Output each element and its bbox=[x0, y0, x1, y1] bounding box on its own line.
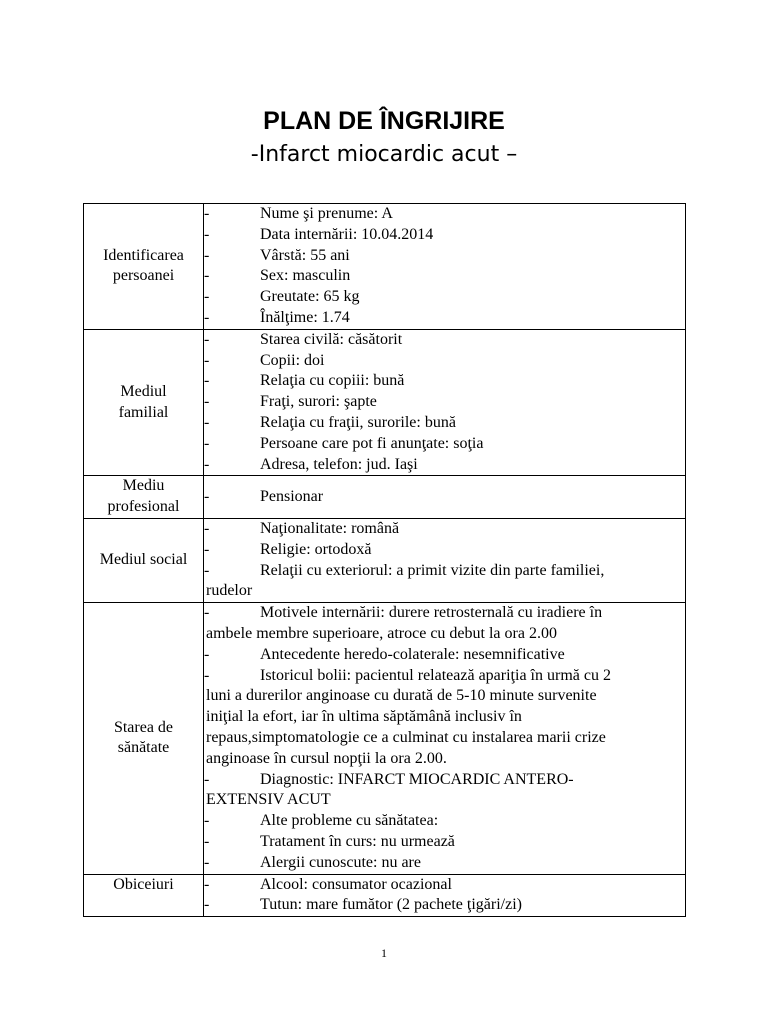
bullet-dash: - bbox=[204, 351, 210, 369]
list-item-continuation: luni a durerilor anginoase cu durată de 5-10 minute survenite bbox=[206, 687, 597, 705]
list-item-continuation: anginoase în cursul nopţii la ora 2.00. bbox=[206, 749, 447, 767]
bullet-dash: - bbox=[204, 812, 210, 830]
row-content-social bbox=[204, 518, 686, 602]
bullet-dash: - bbox=[204, 434, 210, 452]
row-label-social bbox=[84, 518, 204, 602]
label-line: persoanei bbox=[112, 267, 175, 285]
row-content-family bbox=[204, 329, 686, 476]
care-plan-table bbox=[83, 203, 686, 917]
bullet-dash: - bbox=[204, 330, 210, 348]
bullet-dash: - bbox=[204, 267, 210, 285]
bullet-dash: - bbox=[204, 770, 210, 788]
list-item: - Persoane care pot fi anunţate: soţia bbox=[204, 434, 685, 455]
document-subtitle: -Infarct miocardic acut – bbox=[250, 142, 518, 167]
list-item: - Relaţii cu exteriorul: a primit vizite din parte familiei, bbox=[204, 561, 685, 582]
list-item: - Naţionalitate: română bbox=[204, 519, 685, 540]
bullet-dash: - bbox=[204, 666, 210, 684]
bullet-dash: - bbox=[204, 487, 210, 505]
list-item: - Religie: ortodoxă bbox=[204, 540, 685, 561]
list-item: - Motivele internării: durere retrosternală cu iradiere în bbox=[204, 603, 685, 624]
table-row bbox=[84, 518, 686, 602]
list-item: - Istoricul bolii: pacientul relatează apariţia în urmă cu 2 bbox=[204, 666, 685, 687]
list-item: - Data internării: 10.04.2014 bbox=[204, 225, 685, 246]
list-item: - Adresa, telefon: jud. Iaşi bbox=[204, 455, 685, 476]
label-line: Obiceiuri bbox=[113, 875, 174, 893]
list-item: - Alergii cunoscute: nu are bbox=[204, 853, 685, 874]
bullet-dash: - bbox=[204, 519, 210, 537]
bullet-dash: - bbox=[204, 288, 210, 306]
table-row bbox=[84, 874, 686, 917]
list-item: - Tutun: mare fumător (2 pachete ţigări/zi) bbox=[204, 895, 685, 916]
list-item-continuation: EXTENSIV ACUT bbox=[206, 791, 331, 809]
row-label-habits bbox=[84, 874, 204, 917]
list-item: - Copii: doi bbox=[204, 351, 685, 372]
list-item: - Greutate: 65 kg bbox=[204, 287, 685, 308]
row-content-health bbox=[204, 603, 686, 874]
bullet-dash: - bbox=[204, 308, 210, 326]
row-content-identification bbox=[204, 204, 686, 330]
bullet-dash: - bbox=[204, 225, 210, 243]
list-item: - Tratament în curs: nu urmează bbox=[204, 832, 685, 853]
label-line: Mediul social bbox=[99, 551, 188, 569]
list-item: - Pensionar bbox=[204, 487, 685, 508]
list-item-continuation: iniţial la efort, iar în ultima săptămână inclusiv în bbox=[206, 708, 522, 726]
label-line: sănătate bbox=[117, 739, 170, 757]
label-line: Mediu bbox=[122, 477, 165, 495]
list-item-continuation: repaus,simptomatologie ce a culminat cu instalarea marii crize bbox=[206, 728, 606, 746]
bullet-dash: - bbox=[204, 540, 210, 558]
page-number: 1 bbox=[381, 946, 387, 960]
row-content-habits bbox=[204, 874, 686, 917]
bullet-dash: - bbox=[204, 205, 210, 222]
row-label-health bbox=[84, 603, 204, 874]
list-item: - Starea civilă: căsătorit bbox=[204, 330, 685, 351]
list-item: - Relaţia cu copiii: bună bbox=[204, 371, 685, 392]
bullet-dash: - bbox=[204, 455, 210, 473]
bullet-dash: - bbox=[204, 372, 210, 390]
row-content-professional bbox=[204, 476, 686, 519]
table-row bbox=[84, 204, 686, 330]
bullet-dash: - bbox=[204, 853, 210, 871]
list-item-continuation: ambele membre superioare, atroce cu debut la ora 2.00 bbox=[206, 624, 557, 642]
bullet-dash: - bbox=[204, 832, 210, 850]
bullet-dash: - bbox=[204, 561, 210, 579]
table-row bbox=[84, 603, 686, 874]
list-item: - Nume şi prenume: A bbox=[204, 204, 685, 225]
row-label-professional bbox=[84, 476, 204, 519]
list-item: - Diagnostic: INFARCT MIOCARDIC ANTERO- bbox=[204, 770, 685, 791]
label-line: Identificarea bbox=[103, 246, 184, 264]
bullet-dash: - bbox=[204, 875, 210, 893]
label-line: familial bbox=[118, 403, 169, 421]
table-row bbox=[84, 476, 686, 519]
list-item: - Vârstă: 55 ani bbox=[204, 246, 685, 267]
bullet-dash: - bbox=[204, 246, 210, 264]
list-item: - Antecedente heredo-colaterale: nesemnificative bbox=[204, 645, 685, 666]
list-item-continuation: rudelor bbox=[206, 582, 253, 600]
bullet-dash: - bbox=[204, 645, 210, 663]
label-line: profesional bbox=[107, 498, 180, 516]
row-label-family bbox=[84, 329, 204, 476]
row-label-identification bbox=[84, 204, 204, 330]
table-row bbox=[84, 329, 686, 476]
label-line: Starea de bbox=[113, 718, 174, 736]
bullet-dash: - bbox=[204, 393, 210, 411]
bullet-dash: - bbox=[204, 604, 210, 622]
list-item: - Sex: masculin bbox=[204, 266, 685, 287]
list-item: - Înălţime: 1.74 bbox=[204, 308, 685, 329]
list-item: - Fraţi, surori: şapte bbox=[204, 392, 685, 413]
list-item: - Relaţia cu fraţii, surorile: bună bbox=[204, 413, 685, 434]
label-line: Mediul bbox=[120, 382, 167, 400]
list-item: - Alte probleme cu sănătatea: bbox=[204, 811, 685, 832]
bullet-dash: - bbox=[204, 896, 210, 914]
document-title: PLAN DE ÎNGRIJIRE bbox=[263, 107, 505, 135]
list-item: - Alcool: consumator ocazional bbox=[204, 875, 685, 896]
bullet-dash: - bbox=[204, 413, 210, 431]
